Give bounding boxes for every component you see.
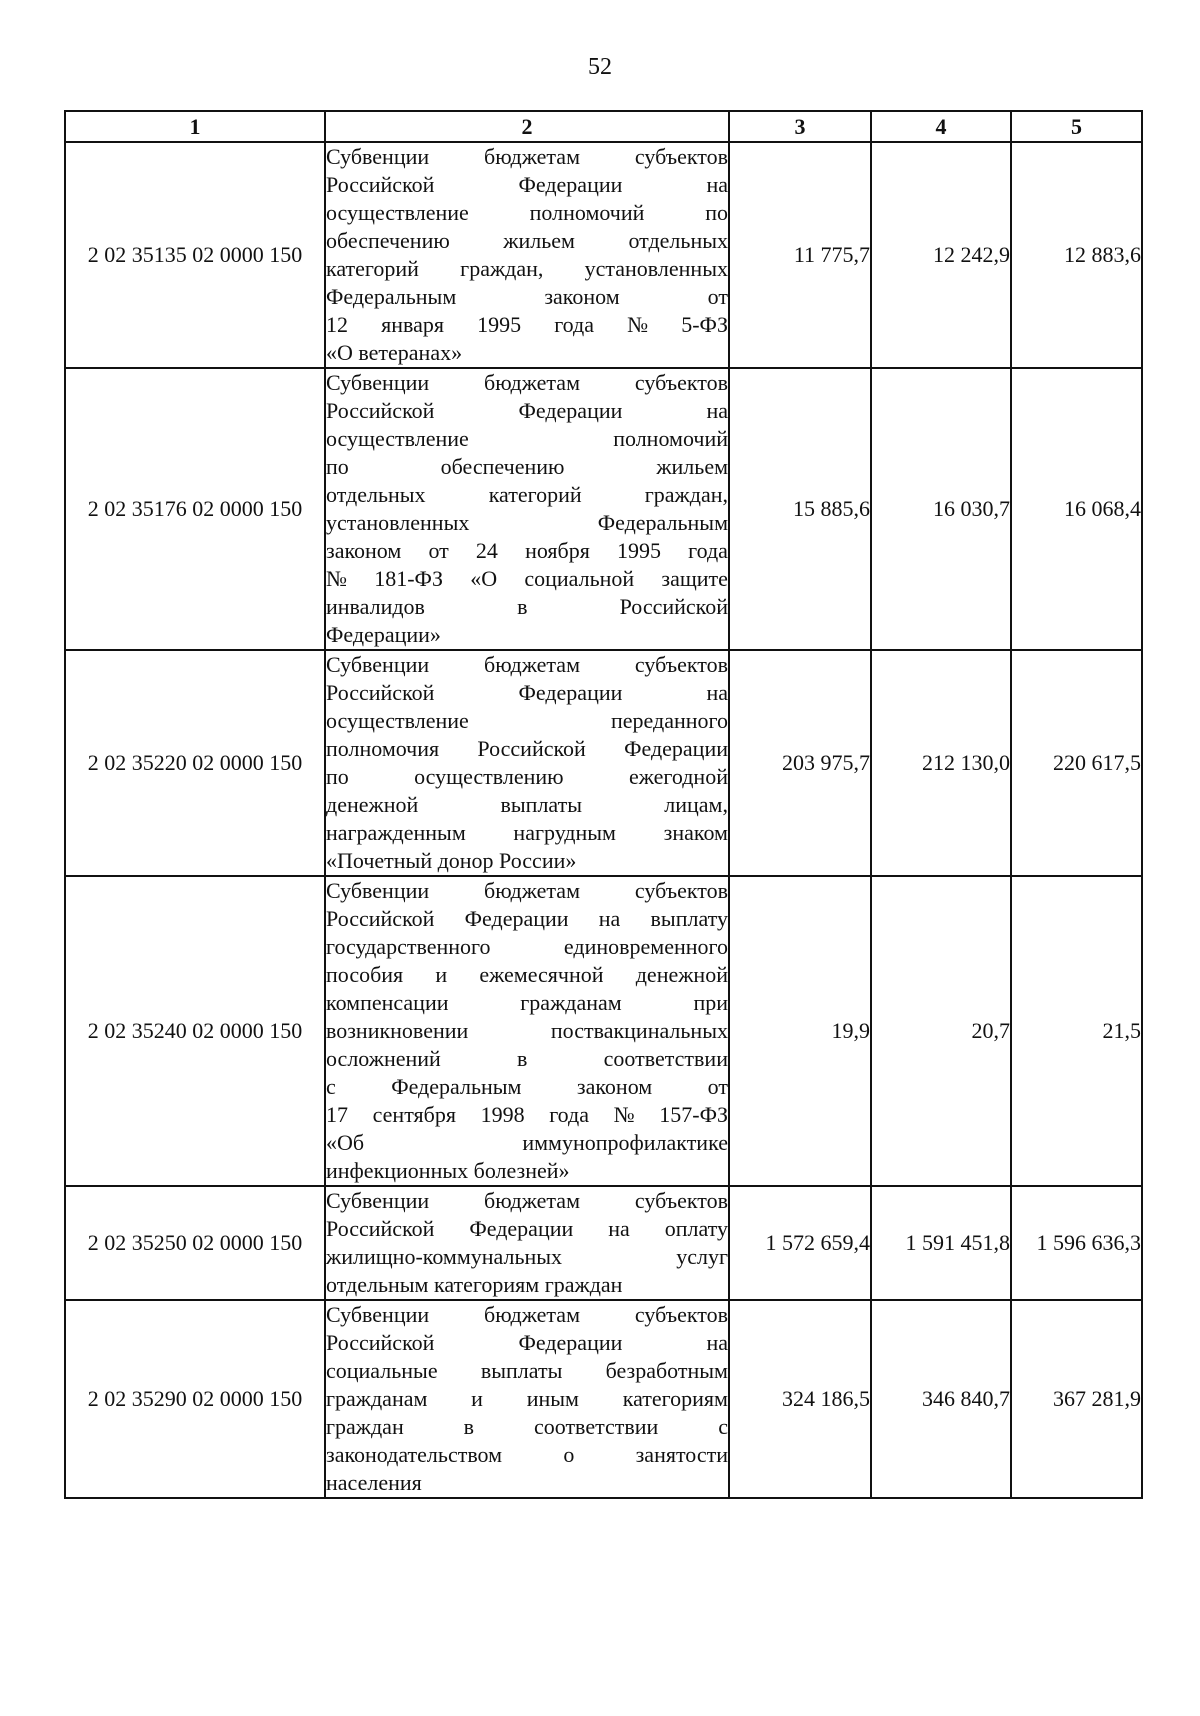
header-row (65, 111, 1142, 142)
description-line (326, 171, 728, 199)
description-word: бюджетам (484, 878, 580, 903)
row-code: 2 02 35220 02 0000 150 (65, 650, 325, 876)
description-word: осуществление (326, 200, 469, 225)
description-word: года (688, 538, 728, 563)
description-word: Федерации (518, 680, 623, 705)
description-word: «О (470, 566, 498, 591)
description-line (326, 1413, 728, 1441)
description-word: в (517, 1046, 528, 1071)
description-word: Субвенции (326, 878, 430, 903)
description-word: 157-ФЗ (659, 1102, 728, 1127)
header-col-1: 1 (65, 111, 325, 142)
description-word: 17 (326, 1102, 348, 1127)
description-word: на (706, 1330, 728, 1355)
description-word: 1995 (617, 538, 661, 563)
description-word: осложнений (326, 1046, 441, 1071)
table-row (65, 650, 1142, 876)
description-word: на (608, 1216, 630, 1241)
description-word: бюджетам (484, 1302, 580, 1327)
description-word: ежемесячной (479, 962, 604, 987)
description-word: гражданам (326, 1386, 428, 1411)
description-word: жильем (656, 454, 728, 479)
description-word: года (549, 1102, 590, 1127)
description-word: соответствии (603, 1046, 728, 1071)
description-word: от (428, 538, 449, 563)
description-word: полномочия (326, 736, 440, 761)
description-word: Субвенции (326, 1302, 430, 1327)
description-line (326, 707, 728, 735)
description-word: переданного (611, 708, 728, 733)
description-line (326, 199, 728, 227)
description-word: Российской (326, 680, 435, 705)
description-word: 5-ФЗ (681, 312, 728, 337)
description-word: жильем (503, 228, 575, 253)
description-line (326, 283, 728, 311)
description-word: о (563, 1442, 575, 1467)
row-value-3: 19,9 (729, 876, 871, 1186)
description-word: субъектов (634, 1188, 728, 1213)
description-word: выплаты (500, 792, 583, 817)
description-word: осуществлению (414, 764, 564, 789)
description-line (326, 369, 728, 397)
description-line (326, 1243, 728, 1271)
description-word: субъектов (634, 370, 728, 395)
description-line (326, 1157, 728, 1185)
description-word: социальные (326, 1358, 438, 1383)
description-word: пособия (326, 962, 404, 987)
description-line (326, 1441, 728, 1469)
description-line (326, 1271, 728, 1299)
description-word: выплаты (480, 1358, 563, 1383)
row-value-5: 367 281,9 (1011, 1300, 1142, 1498)
description-line (326, 453, 728, 481)
description-line (326, 1045, 728, 1073)
row-value-3: 1 572 659,4 (729, 1186, 871, 1300)
row-value-4: 1 591 451,8 (871, 1186, 1011, 1300)
description-line (326, 1129, 728, 1157)
description-word: Федерации (464, 906, 569, 931)
description-word: денежной (326, 792, 419, 817)
row-value-4: 346 840,7 (871, 1300, 1011, 1498)
description-word: ноября (525, 538, 590, 563)
row-description (325, 142, 729, 368)
row-description (325, 876, 729, 1186)
description-word: обеспечению (440, 454, 565, 479)
description-word: «Об (326, 1130, 365, 1155)
row-value-4: 212 130,0 (871, 650, 1011, 876)
description-word: с (326, 1074, 336, 1099)
description-word: Российской (326, 398, 435, 423)
description-line (326, 593, 728, 621)
description-line (326, 1101, 728, 1129)
description-word: законодательством (326, 1442, 503, 1467)
description-line (326, 847, 728, 875)
description-word: граждан, (644, 482, 728, 507)
row-value-3: 15 885,6 (729, 368, 871, 650)
description-word: инвалидов (326, 594, 425, 619)
table-body (65, 142, 1142, 1498)
description-line (326, 933, 728, 961)
description-word: Федерации (469, 1216, 574, 1241)
description-word: иным (526, 1386, 579, 1411)
description-word: 1998 (480, 1102, 525, 1127)
row-value-5: 21,5 (1011, 876, 1142, 1186)
description-line (326, 1469, 728, 1497)
description-word: отдельных (326, 482, 426, 507)
description-word: государственного (326, 934, 491, 959)
description-word: с (718, 1414, 728, 1439)
description-line (326, 763, 728, 791)
description-word: и (435, 962, 448, 987)
description-word: инфекционных болезней» (326, 1158, 570, 1183)
row-value-4: 16 030,7 (871, 368, 1011, 650)
description-word: осуществление (326, 426, 469, 451)
description-line (326, 989, 728, 1017)
budget-table (64, 110, 1143, 1499)
description-line (326, 1073, 728, 1101)
description-word: субъектов (634, 878, 728, 903)
description-word: установленных (584, 256, 728, 281)
description-word: Российской (477, 736, 586, 761)
description-word: бюджетам (484, 1188, 580, 1213)
description-word: по (326, 454, 349, 479)
description-line (326, 961, 728, 989)
description-word: сентября (372, 1102, 456, 1127)
description-word: от (707, 1074, 728, 1099)
description-word: на (706, 680, 728, 705)
description-line (326, 537, 728, 565)
description-line (326, 397, 728, 425)
header-col-5: 5 (1011, 111, 1142, 142)
description-line (326, 651, 728, 679)
description-word: возникновении (326, 1018, 469, 1043)
description-word: по (705, 200, 728, 225)
description-line (326, 1329, 728, 1357)
description-word: января (381, 312, 444, 337)
description-word: года (554, 312, 595, 337)
description-line (326, 735, 728, 763)
description-word: полномочий (529, 200, 645, 225)
description-word: гражданам (520, 990, 622, 1015)
row-code: 2 02 35250 02 0000 150 (65, 1186, 325, 1300)
description-word: категорий (326, 256, 419, 281)
table-row (65, 876, 1142, 1186)
description-word: занятости (635, 1442, 728, 1467)
description-word: «О ветеранах» (326, 340, 463, 365)
row-description (325, 1186, 729, 1300)
row-code: 2 02 35290 02 0000 150 (65, 1300, 325, 1498)
row-description (325, 650, 729, 876)
description-line (326, 311, 728, 339)
description-word: Субвенции (326, 1188, 430, 1213)
description-line (326, 255, 728, 283)
description-word: Федерации (624, 736, 728, 761)
description-word: категорий (488, 482, 582, 507)
row-value-5: 220 617,5 (1011, 650, 1142, 876)
description-word: Российской (326, 1216, 435, 1241)
description-word: 1995 (477, 312, 522, 337)
description-line (326, 1215, 728, 1243)
description-word: субъектов (634, 144, 728, 169)
description-word: Российской (326, 172, 435, 197)
row-value-3: 324 186,5 (729, 1300, 871, 1498)
description-word: Российской (326, 906, 435, 931)
description-line (326, 1301, 728, 1329)
description-line (326, 905, 728, 933)
row-value-3: 203 975,7 (729, 650, 871, 876)
description-word: оплату (664, 1216, 728, 1241)
row-value-4: 12 242,9 (871, 142, 1011, 368)
description-word: 24 (475, 538, 498, 563)
description-word: «Почетный донор России» (326, 848, 577, 873)
description-word: бюджетам (484, 652, 580, 677)
description-line (326, 227, 728, 255)
description-word: отдельных (628, 228, 728, 253)
description-word: граждан (326, 1414, 404, 1439)
description-word: Федерации (518, 172, 623, 197)
description-word: обеспечению (326, 228, 450, 253)
row-value-4: 20,7 (871, 876, 1011, 1186)
description-word: компенсации (326, 990, 449, 1015)
row-code: 2 02 35176 02 0000 150 (65, 368, 325, 650)
description-line (326, 565, 728, 593)
description-word: Федеральным (326, 284, 457, 309)
description-word: нагрудным (513, 820, 616, 845)
description-line (326, 143, 728, 171)
description-line (326, 679, 728, 707)
row-description (325, 1300, 729, 1498)
description-word: услуг (676, 1244, 728, 1269)
description-word: и (471, 1386, 483, 1411)
description-word: иммунопрофилактике (522, 1130, 728, 1155)
description-word: субъектов (634, 1302, 728, 1327)
description-word: при (693, 990, 728, 1015)
description-word: 12 (326, 312, 348, 337)
description-word: законом (326, 538, 402, 563)
description-word: категориям (622, 1386, 728, 1411)
row-description (325, 368, 729, 650)
description-line (326, 621, 728, 649)
description-word: по (326, 764, 349, 789)
description-line (326, 1187, 728, 1215)
description-word: бюджетам (484, 144, 580, 169)
description-word: Российской (619, 594, 728, 619)
description-line (326, 819, 728, 847)
description-word: № (627, 312, 649, 337)
row-value-5: 1 596 636,3 (1011, 1186, 1142, 1300)
description-word: установленных (326, 510, 470, 535)
description-word: в (463, 1414, 475, 1439)
description-line (326, 791, 728, 819)
description-line (326, 481, 728, 509)
description-line (326, 1357, 728, 1385)
row-value-3: 11 775,7 (729, 142, 871, 368)
description-word: Федеральным (391, 1074, 522, 1099)
description-word: награжденным (326, 820, 466, 845)
description-line (326, 339, 728, 367)
description-word: полномочий (613, 426, 728, 451)
description-word: поствакцинальных (550, 1018, 728, 1043)
description-word: ежегодной (628, 764, 728, 789)
row-value-5: 12 883,6 (1011, 142, 1142, 368)
description-word: бюджетам (484, 370, 580, 395)
description-word: денежной (635, 962, 728, 987)
description-word: жилищно-коммунальных (326, 1244, 563, 1269)
description-word: № (326, 566, 347, 591)
description-word: социальной (524, 566, 635, 591)
description-word: 181-ФЗ (374, 566, 443, 591)
header-col-3: 3 (729, 111, 871, 142)
description-word: субъектов (634, 652, 728, 677)
header-col-4: 4 (871, 111, 1011, 142)
description-word: соответствии (533, 1414, 659, 1439)
description-word: населения (326, 1470, 422, 1495)
row-code: 2 02 35240 02 0000 150 (65, 876, 325, 1186)
description-word: безработным (605, 1358, 728, 1383)
description-word: от (707, 284, 728, 309)
table-row (65, 1186, 1142, 1300)
table-row (65, 368, 1142, 650)
description-word: отдельным категориям граждан (326, 1272, 623, 1297)
description-word: лицам, (664, 792, 728, 817)
description-line (326, 509, 728, 537)
table-row (65, 142, 1142, 368)
description-word: Субвенции (326, 652, 430, 677)
description-word: на (706, 398, 728, 423)
description-word: № (613, 1102, 635, 1127)
description-word: Федеральным (597, 510, 728, 535)
page-number: 52 (588, 54, 612, 80)
description-line (326, 877, 728, 905)
description-word: Федерации (518, 398, 623, 423)
description-line (326, 1385, 728, 1413)
description-word: единовременного (563, 934, 728, 959)
row-code: 2 02 35135 02 0000 150 (65, 142, 325, 368)
description-word: на (598, 906, 621, 931)
description-word: знаком (663, 820, 728, 845)
table-row (65, 1300, 1142, 1498)
description-word: законом (544, 284, 620, 309)
description-word: осуществление (326, 708, 469, 733)
description-word: на (706, 172, 728, 197)
description-line (326, 1017, 728, 1045)
description-word: Федерации» (326, 622, 441, 647)
description-word: граждан, (460, 256, 544, 281)
description-word: выплату (650, 906, 728, 931)
description-word: Субвенции (326, 370, 430, 395)
description-line (326, 425, 728, 453)
header-col-2: 2 (325, 111, 729, 142)
description-word: Российской (326, 1330, 435, 1355)
description-word: Субвенции (326, 144, 430, 169)
description-word: Федерации (518, 1330, 623, 1355)
description-word: в (517, 594, 528, 619)
description-word: защите (661, 566, 728, 591)
description-word: законом (576, 1074, 653, 1099)
row-value-5: 16 068,4 (1011, 368, 1142, 650)
